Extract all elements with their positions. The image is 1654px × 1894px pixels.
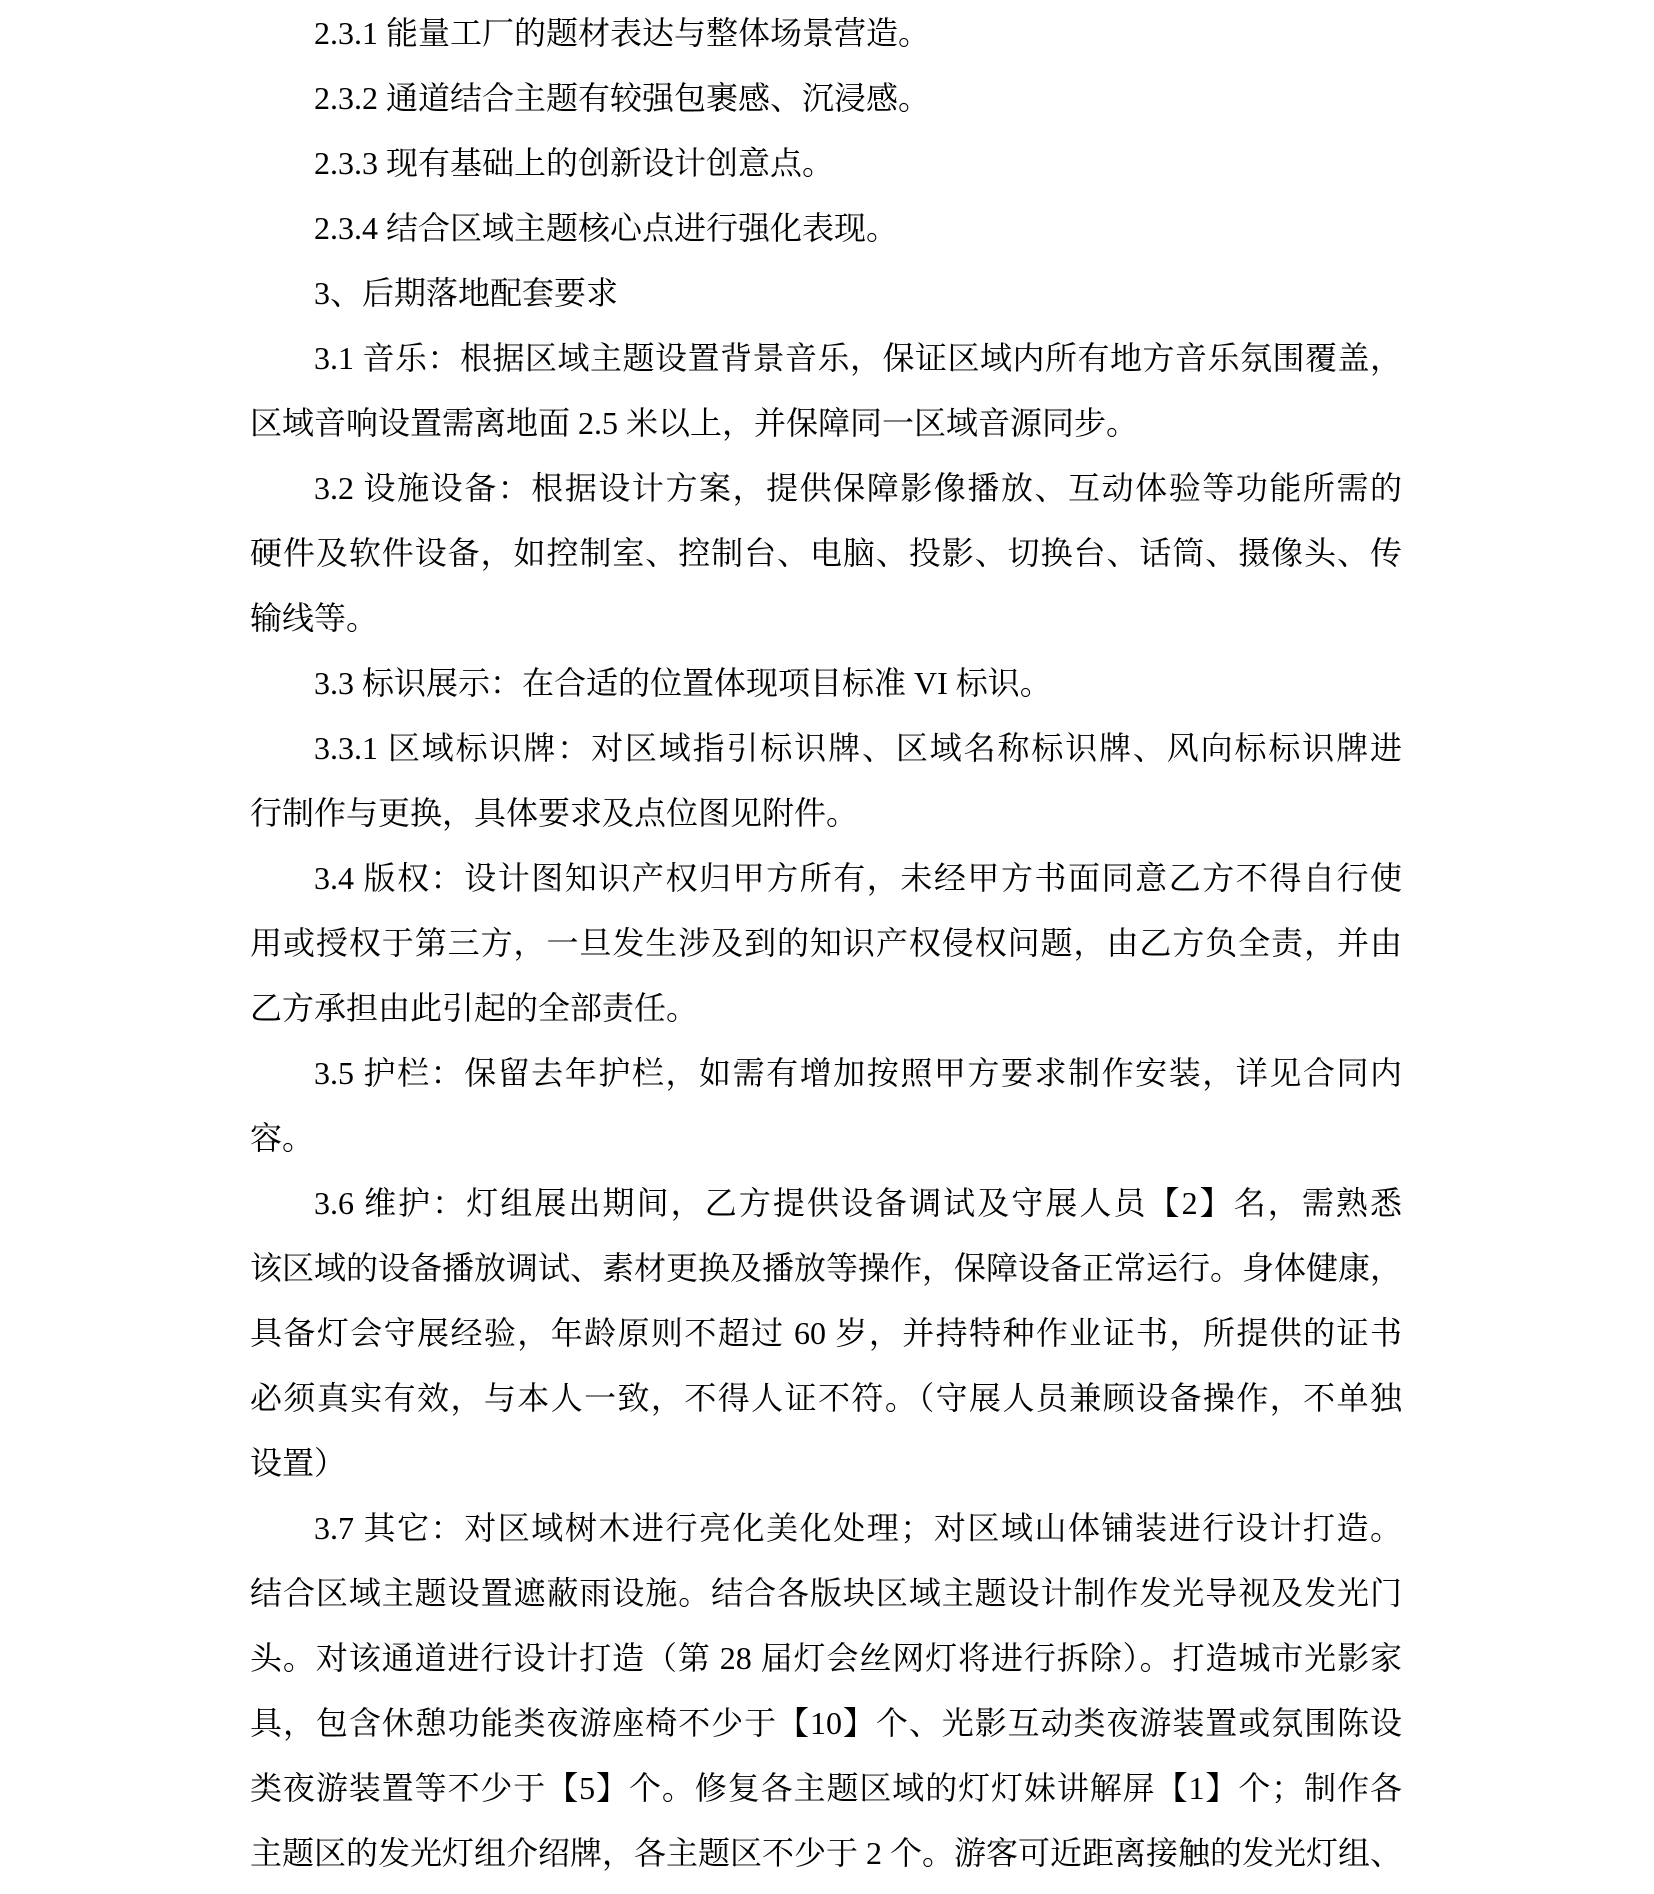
text-line: 2.3.3 现有基础上的创新设计创意点。 <box>314 145 835 181</box>
paragraph <box>250 846 1402 1041</box>
text-line: 3.1 音乐：根据区域主题设置背景音乐，保证区域内所有地方音乐氛围覆盖， <box>314 340 1402 376</box>
paragraph <box>250 131 1402 196</box>
text-line: 3.2 设施设备：根据设计方案，提供保障影像播放、互动体验等功能所需的 <box>314 470 1402 506</box>
paragraph <box>250 1 1402 66</box>
paragraph <box>250 456 1402 651</box>
text-line: 2.3.2 通道结合主题有较强包裹感、沉浸感。 <box>314 80 931 116</box>
paragraph <box>250 1496 1402 1886</box>
text-line: 结合区域主题设置遮蔽雨设施。结合各版块区域主题设计制作发光导视及发光门 <box>250 1575 1402 1611</box>
paragraph <box>250 66 1402 131</box>
text-line: 类夜游装置等不少于【5】个。修复各主题区域的灯灯妹讲解屏【1】个；制作各 <box>250 1770 1402 1806</box>
paragraph <box>250 261 1402 326</box>
paragraph <box>250 1041 1402 1171</box>
text-line: 3.6 维护：灯组展出期间，乙方提供设备调试及守展人员【2】名，需熟悉 <box>314 1185 1402 1221</box>
paragraph <box>250 196 1402 261</box>
text-line: 乙方承担由此引起的全部责任。 <box>250 990 699 1026</box>
text-line: 必须真实有效，与本人一致，不得人证不符。（守展人员兼顾设备操作，不单独 <box>250 1380 1402 1416</box>
text-line: 3.3 标识展示：在合适的位置体现项目标准 VI 标识。 <box>314 665 1052 701</box>
text-line: 3.3.1 区域标识牌：对区域指引标识牌、区域名称标识牌、风向标标识牌进 <box>314 730 1402 766</box>
text-line: 主题区的发光灯组介绍牌，各主题区不少于 2 个。游客可近距离接触的发光灯组、 <box>250 1835 1403 1871</box>
text-line: 输线等。 <box>250 600 379 636</box>
text-line: 具备灯会守展经验，年龄原则不超过 60 岁，并持特种作业证书，所提供的证书 <box>250 1315 1402 1351</box>
text-line: 硬件及软件设备，如控制室、控制台、电脑、投影、切换台、话筒、摄像头、传 <box>250 535 1402 571</box>
text-line: 该区域的设备播放调试、素材更换及播放等操作，保障设备正常运行。身体健康， <box>250 1250 1403 1286</box>
paragraph <box>250 1171 1402 1496</box>
paragraph <box>250 651 1402 716</box>
text-line: 3、后期落地配套要求 <box>314 275 619 311</box>
text-line: 3.7 其它：对区域树木进行亮化美化处理；对区域山体铺装进行设计打造。 <box>314 1510 1402 1546</box>
text-line: 区域音响设置需离地面 2.5 米以上，并保障同一区域音源同步。 <box>250 405 1139 441</box>
text-line: 2.3.1 能量工厂的题材表达与整体场景营造。 <box>314 15 931 51</box>
text-line: 用或授权于第三方，一旦发生涉及到的知识产权侵权问题，由乙方负全责，并由 <box>250 925 1402 961</box>
paragraph <box>250 716 1402 846</box>
document-body <box>250 1 1402 1886</box>
text-line: 行制作与更换，具体要求及点位图见附件。 <box>250 795 859 831</box>
paragraph <box>250 326 1402 456</box>
text-line: 2.3.4 结合区域主题核心点进行强化表现。 <box>314 210 899 246</box>
text-line: 设置） <box>250 1445 347 1481</box>
text-line: 容。 <box>250 1120 315 1156</box>
text-line: 3.5 护栏：保留去年护栏，如需有增加按照甲方要求制作安装，详见合同内 <box>314 1055 1402 1091</box>
text-line: 3.4 版权：设计图知识产权归甲方所有，未经甲方书面同意乙方不得自行使 <box>314 860 1402 896</box>
text-line: 头。对该通道进行设计打造（第 28 届灯会丝网灯将进行拆除）。打造城市光影家 <box>250 1640 1402 1676</box>
text-line: 具，包含休憩功能类夜游座椅不少于【10】个、光影互动类夜游装置或氛围陈设 <box>250 1705 1402 1741</box>
